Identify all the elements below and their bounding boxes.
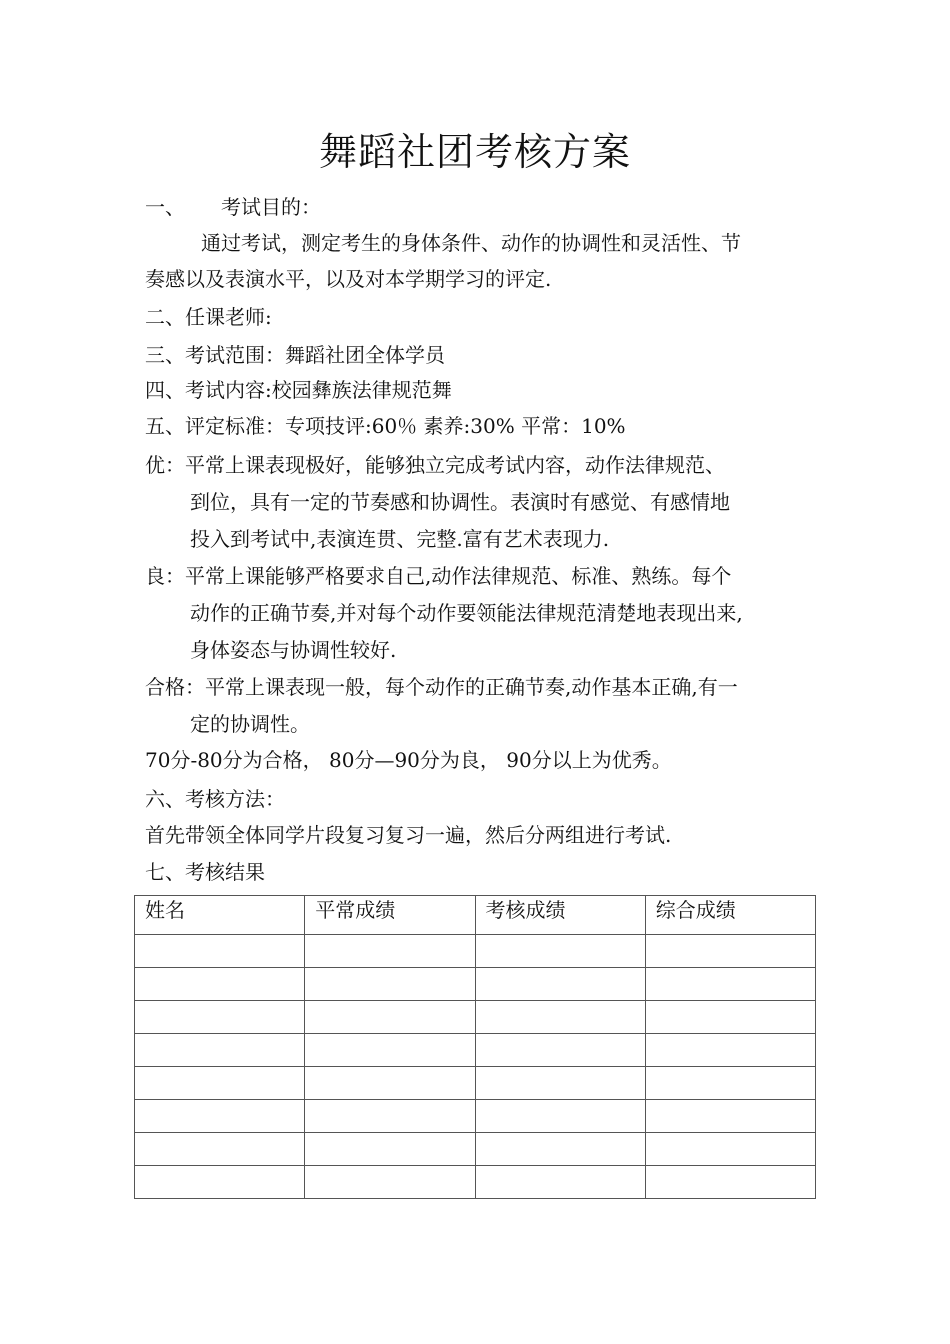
table-cell [135, 1133, 305, 1166]
table-row [135, 1067, 816, 1100]
table-cell [305, 1001, 475, 1034]
table-cell [305, 1166, 475, 1199]
table-cell [645, 1100, 815, 1133]
table-cell [645, 1034, 815, 1067]
grade-excellent-line-2: 到位，具有一定的节奏感和协调性。表演时有感觉、有感情地 [190, 490, 730, 514]
table-cell [135, 1034, 305, 1067]
results-table [134, 895, 816, 1199]
grade-excellent-block [145, 447, 815, 558]
table-cell [305, 1067, 475, 1100]
table-cell [305, 1100, 475, 1133]
table-cell [475, 1001, 645, 1034]
header-regular-score: 平常成绩 [305, 896, 475, 935]
table-cell [305, 968, 475, 1001]
table-row [135, 1166, 816, 1199]
table-row [135, 968, 816, 1001]
table-cell [475, 1034, 645, 1067]
grade-excellent-line-1: 优：平常上课表现极好，能够独立完成考试内容，动作法律规范、 [145, 453, 725, 477]
table-row [135, 1001, 816, 1034]
section-3-scope: 三、考试范围：舞蹈社团全体学员 [145, 343, 445, 367]
table-cell [135, 1001, 305, 1034]
section-1-heading [145, 193, 815, 221]
section-1-paragraph-line-2: 奏感以及表演水平，以及对本学期学习的评定. [145, 267, 552, 291]
table-cell [645, 1067, 815, 1100]
table-cell [645, 1133, 815, 1166]
table-cell [475, 968, 645, 1001]
table-cell [305, 935, 475, 968]
table-row [135, 935, 816, 968]
section-4-content: 四、考试内容:校园彝族法律规范舞 [145, 378, 452, 402]
table-row [135, 1133, 816, 1166]
grade-pass-line-1: 合格：平常上课表现一般，每个动作的正确节奏,动作基本正确,有一 [145, 675, 738, 699]
section-7-results-heading: 七、考核结果 [145, 860, 265, 884]
table-cell [475, 935, 645, 968]
table-cell [305, 1133, 475, 1166]
header-overall-score: 综合成绩 [645, 896, 815, 935]
table-cell [475, 1100, 645, 1133]
section-1-paragraph-line-1: 通过考试，测定考生的身体条件、动作的协调性和灵活性、节 [201, 231, 741, 255]
grade-excellent-line-3: 投入到考试中,表演连贯、完整.富有艺术表现力. [190, 527, 610, 551]
table-cell [135, 968, 305, 1001]
document-title: 舞蹈社团考核方案 [318, 130, 631, 174]
section-1-number: 一、 [145, 195, 185, 219]
table-cell [475, 1133, 645, 1166]
results-table-body [135, 935, 816, 1199]
grade-good-block [145, 558, 815, 669]
header-name: 姓名 [135, 896, 305, 935]
table-cell [645, 1001, 815, 1034]
method-description: 首先带领全体同学片段复习复习一遍，然后分两组进行考试. [145, 823, 672, 847]
table-cell [645, 968, 815, 1001]
table-cell [305, 1034, 475, 1067]
grade-good-line-1: 良：平常上课能够严格要求自己,动作法律规范、标准、熟练。每个 [145, 564, 732, 588]
section-2-teacher: 二、任课老师: [145, 305, 272, 329]
table-cell [135, 935, 305, 968]
table-row [135, 1034, 816, 1067]
score-ranges: 70分-80分为合格， 80分—90分为良， 90分以上为优秀。 [145, 748, 672, 772]
section-6-method-heading: 六、考核方法： [145, 787, 285, 811]
grade-good-line-2: 动作的正确节奏,并对每个动作要领能法律规范清楚地表现出来, [190, 601, 743, 625]
grade-pass-line-2: 定的协调性。 [190, 712, 310, 736]
table-cell [645, 1166, 815, 1199]
table-cell [645, 935, 815, 968]
table-row [135, 1100, 816, 1133]
table-cell [475, 1166, 645, 1199]
header-exam-score: 考核成绩 [475, 896, 645, 935]
table-cell [475, 1067, 645, 1100]
table-cell [135, 1100, 305, 1133]
results-table-header-row [135, 896, 816, 935]
grade-pass-block [145, 669, 815, 743]
section-1-title: 考试目的： [221, 195, 321, 219]
section-5-criteria: 五、评定标准：专项技评:60％ 素养:30% 平常：10% [145, 414, 626, 438]
table-cell [135, 1067, 305, 1100]
table-cell [135, 1166, 305, 1199]
grade-good-line-3: 身体姿态与协调性较好. [190, 638, 397, 662]
